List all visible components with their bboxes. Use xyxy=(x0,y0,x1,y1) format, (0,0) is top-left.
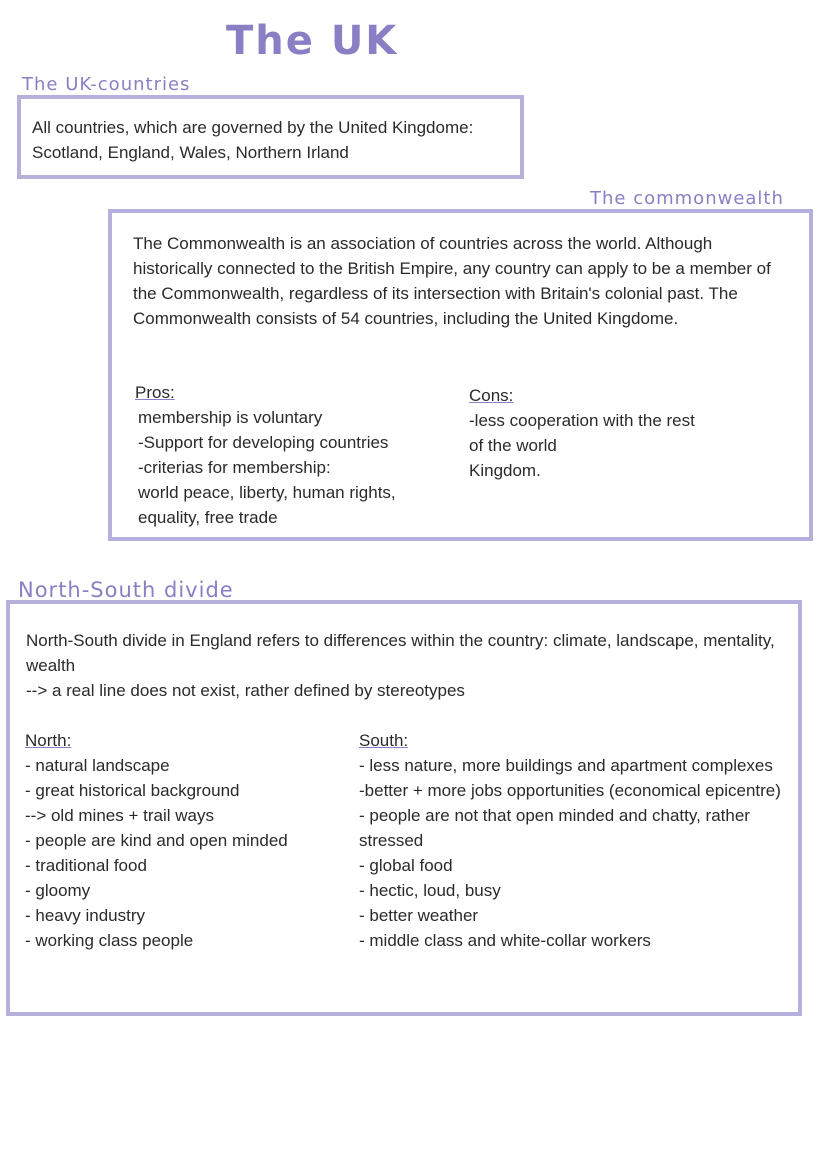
page-title: The UK xyxy=(226,18,399,64)
list-item: - traditional food xyxy=(25,856,147,875)
commonwealth-text: The Commonwealth is an association of countries across the world. Although historically connected to the British Empire, any country can apply to be a member of the Commonwealth, regardless of its intersection with Britain's colonial past. The Commonwealth consists of 54 countries, including the United Kingdome. xyxy=(133,234,771,328)
list-item: Kingdom. xyxy=(469,461,541,480)
list-item: world peace, liberty, human rights, equality, free trade xyxy=(138,483,401,527)
north-south-heading: North-South divide xyxy=(18,578,234,602)
pros-label: Pros: xyxy=(135,383,175,402)
cons-list xyxy=(469,383,709,483)
list-item: membership is voluntary xyxy=(138,408,323,427)
north-south-note: --> a real line does not exist, rather defined by stereotypes xyxy=(26,681,465,700)
list-item: - heavy industry xyxy=(25,906,145,925)
list-item: --> old mines + trail ways xyxy=(25,806,214,825)
list-item: - working class people xyxy=(25,931,194,950)
north-label: North: xyxy=(25,731,72,750)
cons-label: Cons: xyxy=(469,386,514,405)
list-item: - middle class and white-collar workers xyxy=(359,931,651,950)
north-south-intro: North-South divide in England refers to differences within the country: climate, landscape, mentality, wealth xyxy=(26,631,775,675)
list-item: - global food xyxy=(359,856,453,875)
list-item: -less cooperation with the rest of the world xyxy=(469,411,700,455)
north-list xyxy=(25,728,345,953)
north-south-intro-block xyxy=(26,628,796,703)
commonwealth-heading: The commonwealth xyxy=(590,188,784,209)
pros-list xyxy=(135,380,435,530)
list-item: - hectic, loud, busy xyxy=(359,881,501,900)
south-label: South: xyxy=(359,731,409,750)
uk-countries-text: All countries, which are governed by the United Kingdome: Scotland, England, Wales, Northern Irland xyxy=(32,118,474,162)
list-item: -better + more jobs opportunities (economical epicentre) xyxy=(359,781,781,800)
list-item: - great historical background xyxy=(25,781,240,800)
list-item: - less nature, more buildings and apartment complexes xyxy=(359,756,773,775)
list-item: -criterias for membership: xyxy=(138,458,331,477)
list-item: - natural landscape xyxy=(25,756,170,775)
list-item: - people are kind and open minded xyxy=(25,831,288,850)
list-item: - better weather xyxy=(359,906,479,925)
uk-countries-heading: The UK-countries xyxy=(22,74,191,95)
list-item: - people are not that open minded and chatty, rather stressed xyxy=(359,806,755,850)
list-item: -Support for developing countries xyxy=(138,433,389,452)
south-list xyxy=(359,728,789,953)
list-item: - gloomy xyxy=(25,881,91,900)
